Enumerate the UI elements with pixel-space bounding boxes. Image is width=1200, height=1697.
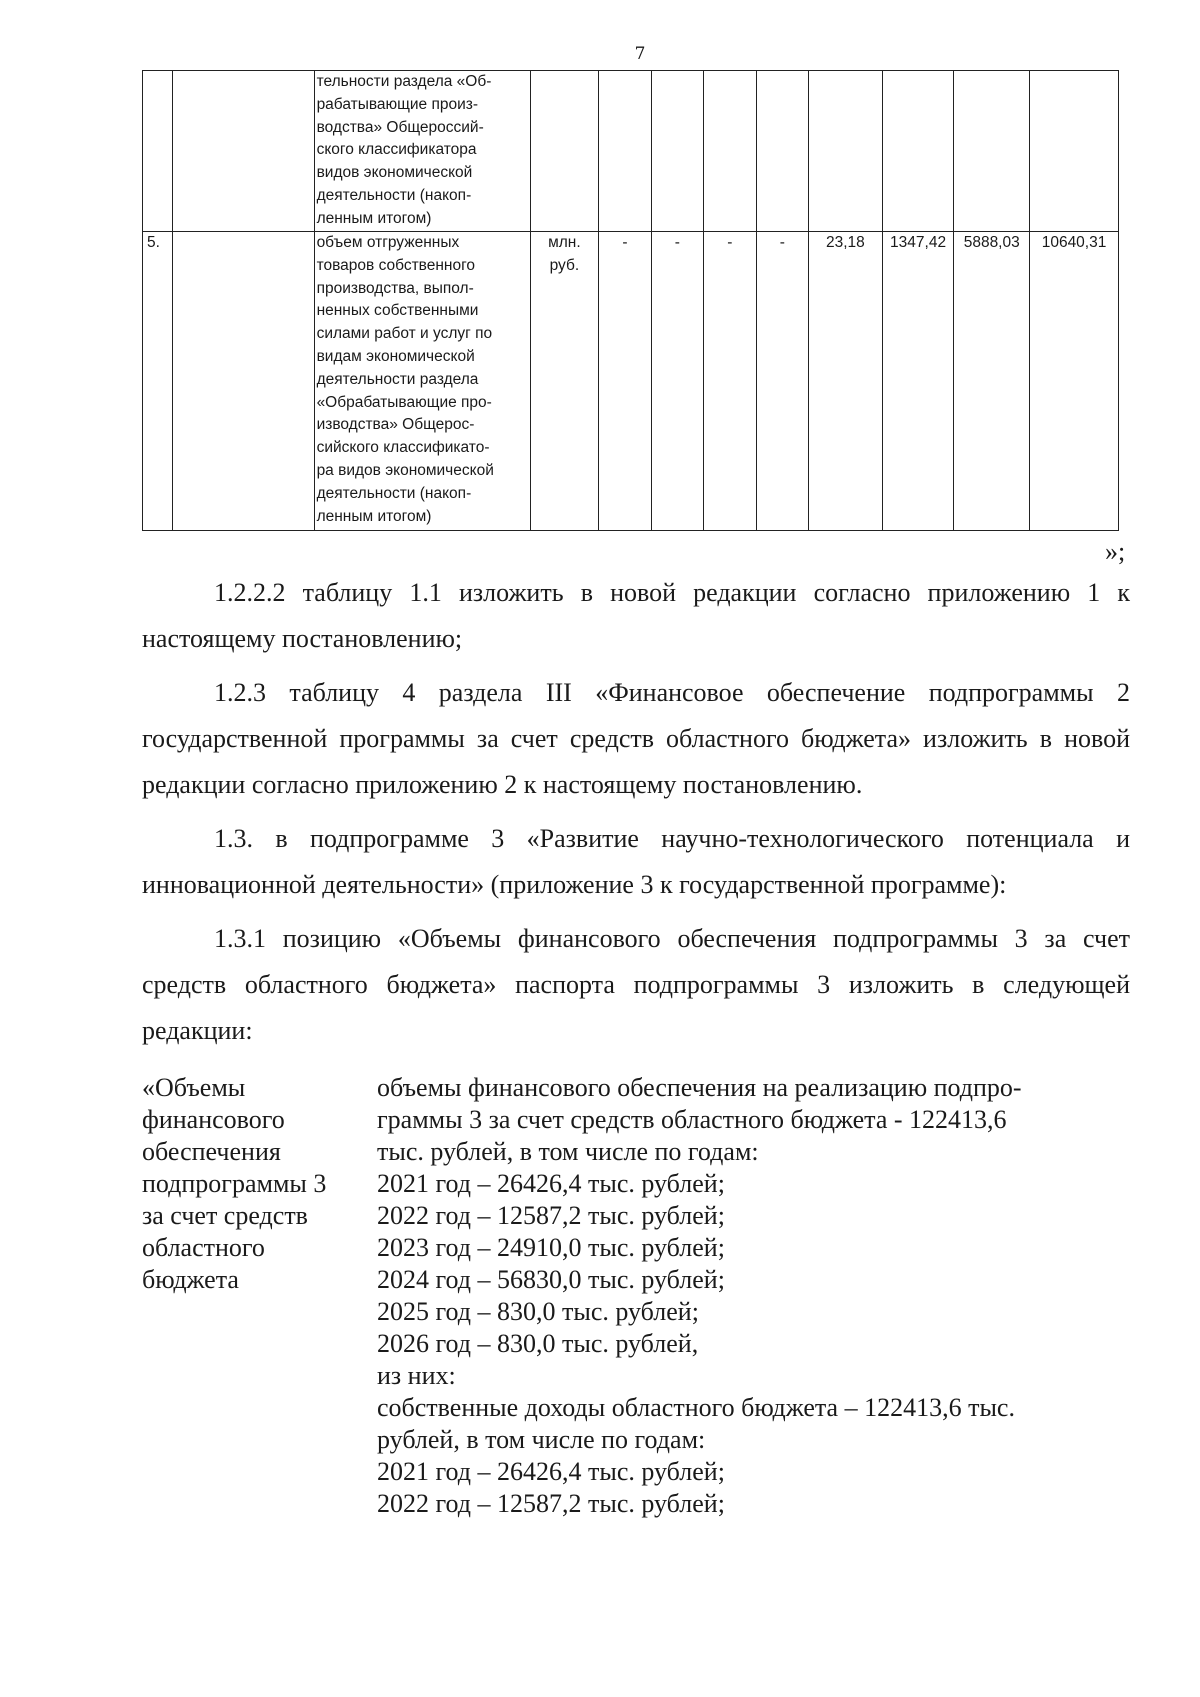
desc-line: ра видов экономической xyxy=(316,461,494,479)
unit-cell xyxy=(530,232,599,531)
passport-value-line: 2026 год – 830,0 тыс. рублей, xyxy=(377,1329,699,1358)
value-cell-2023: - xyxy=(704,232,756,531)
indicator-description-cell xyxy=(314,71,530,232)
passport-label-line: областного xyxy=(142,1233,265,1262)
passport-label xyxy=(142,1072,362,1296)
paragraph: 1.3.1 позицию «Объемы финансового обеспечения подпрограммы 3 за счет средств областного бюджета» паспорта подпрограммы 3 изложить в следующей редакции: xyxy=(142,924,1130,1045)
passport-value-line: 2021 год – 26426,4 тыс. рублей; xyxy=(377,1169,725,1198)
passport-label-line: финансового xyxy=(142,1105,285,1134)
table-cell xyxy=(756,71,808,232)
table-cell xyxy=(882,71,954,232)
passport-value xyxy=(377,1072,1137,1520)
desc-line: производства, выпол- xyxy=(316,279,474,297)
passport-value-line: 2023 год – 24910,0 тыс. рублей; xyxy=(377,1233,725,1262)
passport-value-line: граммы 3 за счет средств областного бюджета - 122413,6 xyxy=(377,1105,1007,1134)
passport-label-line: за счет средств xyxy=(142,1201,308,1230)
closing-quote: »; xyxy=(1105,537,1126,566)
desc-line: изводства» Общерос- xyxy=(316,416,475,434)
desc-line: деятельности (накоп- xyxy=(316,186,472,204)
desc-line: деятельности (накоп- xyxy=(316,484,472,502)
passport-label-line: «Объемы xyxy=(142,1073,246,1102)
value-cell-2022: - xyxy=(651,232,703,531)
value-cell-2026: 1347,42 xyxy=(882,232,954,531)
unit-line: руб. xyxy=(549,256,580,274)
desc-line: ского классификатора xyxy=(316,141,477,159)
passport-value-line: собственные доходы областного бюджета – 122413,6 тыс. xyxy=(377,1393,1015,1422)
row-number-cell: 5. xyxy=(143,232,173,531)
value-cell-2025: 23,18 xyxy=(809,232,883,531)
desc-line: объем отгруженных xyxy=(316,234,460,251)
page-number: 7 xyxy=(634,44,646,64)
table-cell xyxy=(954,71,1030,232)
desc-line: видам экономической xyxy=(316,347,475,365)
table-row xyxy=(143,71,1119,232)
desc-line: «Обрабатывающие про- xyxy=(316,393,492,411)
passport-value-line: 2022 год – 12587,2 тыс. рублей; xyxy=(377,1489,725,1518)
desc-line: сийского классификато- xyxy=(316,439,490,457)
passport-value-line: 2021 год – 26426,4 тыс. рублей; xyxy=(377,1457,725,1486)
table-cell xyxy=(599,71,651,232)
paragraph: 1.2.3 таблицу 4 раздела III «Финансовое обеспечение подпрограммы 2 государственной программы за счет средств областного бюджета» изложить в новой редакции согласно приложению 2 к настоящему постановлению. xyxy=(142,678,1130,799)
value-cell-2024: - xyxy=(756,232,808,531)
table-cell xyxy=(651,71,703,232)
unit-line: млн. xyxy=(548,234,581,251)
table-cell xyxy=(809,71,883,232)
passport-value-line: рублей, в том числе по годам: xyxy=(377,1425,706,1454)
desc-line: силами работ и услуг по xyxy=(316,325,493,343)
desc-line: видов экономической xyxy=(316,164,473,182)
passport-label-line: бюджета xyxy=(142,1265,239,1294)
desc-line: водства» Общероссий- xyxy=(316,118,484,136)
desc-line: товаров собственного xyxy=(316,256,476,274)
value-cell-2027: 5888,03 xyxy=(954,232,1030,531)
passport-value-line: 2024 год – 56830,0 тыс. рублей; xyxy=(377,1265,725,1294)
indicator-description-cell xyxy=(314,232,530,531)
value-cell-2028: 10640,31 xyxy=(1030,232,1119,531)
passport-value-line: объемы финансового обеспечения на реализацию подпро- xyxy=(377,1073,1022,1102)
passport-label-line: обеспечения xyxy=(142,1137,281,1166)
passport-value-line: из них: xyxy=(377,1361,456,1390)
passport-label-line: подпрограммы 3 xyxy=(142,1169,327,1198)
desc-line: тельности раздела «Об- xyxy=(316,73,492,90)
passport-value-line: 2022 год – 12587,2 тыс. рублей; xyxy=(377,1201,725,1230)
paragraph: 1.2.2.2 таблицу 1.1 изложить в новой редакции согласно приложению 1 к настоящему постановлению; xyxy=(142,578,1130,653)
desc-line: деятельности раздела xyxy=(316,370,479,388)
table-cell xyxy=(173,71,314,232)
table-cell xyxy=(143,71,173,232)
table-cell xyxy=(173,232,314,531)
amendment-text xyxy=(142,570,1130,1062)
passport-value-line: 2025 год – 830,0 тыс. рублей; xyxy=(377,1297,699,1326)
indicators-table xyxy=(142,70,1119,531)
table-cell xyxy=(530,71,599,232)
table-row xyxy=(143,232,1119,531)
table-cell xyxy=(704,71,756,232)
table-cell xyxy=(1030,71,1119,232)
passport-value-line: тыс. рублей, в том числе по годам: xyxy=(377,1137,759,1166)
desc-line: ленным итогом) xyxy=(316,209,432,227)
desc-line: рабатывающие произ- xyxy=(316,95,479,113)
desc-line: ненных собственными xyxy=(316,302,479,320)
paragraph: 1.3. в подпрограмме 3 «Развитие научно-технологического потенциала и инновационной деятельности» (приложение 3 к государственной программе): xyxy=(142,824,1130,899)
desc-line: ленным итогом) xyxy=(316,507,432,525)
value-cell-2021: - xyxy=(599,232,651,531)
